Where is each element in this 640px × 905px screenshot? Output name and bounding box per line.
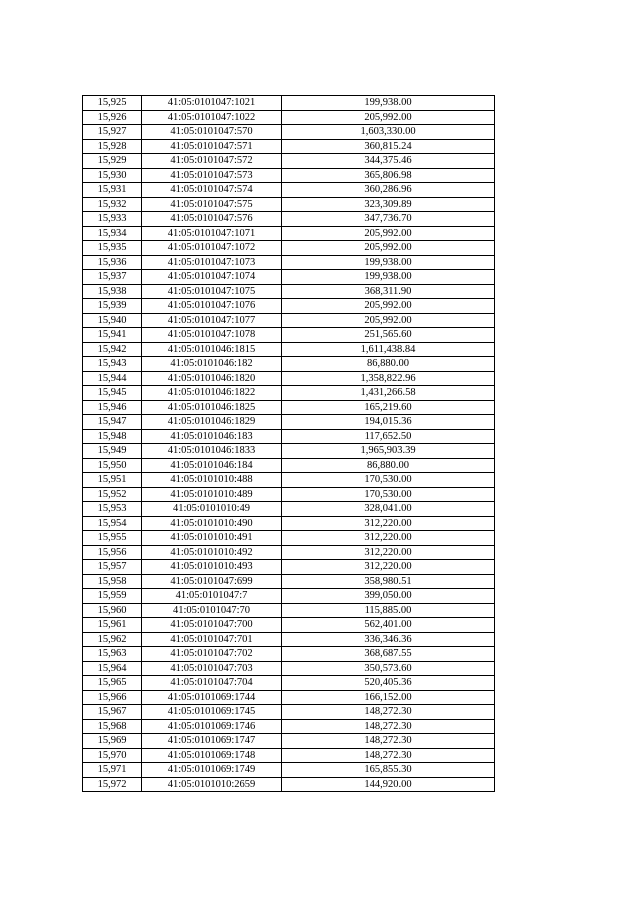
cadastral-number-cell: 41:05:0101047:570: [142, 125, 282, 140]
row-number-cell: 15,953: [83, 502, 142, 517]
table-row: [83, 313, 495, 328]
row-number-cell: 15,942: [83, 342, 142, 357]
cadastral-number-cell: 41:05:0101047:700: [142, 618, 282, 633]
row-number-cell: 15,961: [83, 618, 142, 633]
table-row: [83, 618, 495, 633]
cadastral-number-cell: 41:05:0101047:1073: [142, 255, 282, 270]
table-row: [83, 429, 495, 444]
value-cell: 368,311.90: [282, 284, 495, 299]
cadastral-number-cell: 41:05:0101047:574: [142, 183, 282, 198]
cadastral-number-cell: 41:05:0101010:2659: [142, 777, 282, 792]
row-number-cell: 15,940: [83, 313, 142, 328]
table-row: [83, 734, 495, 749]
row-number-cell: 15,966: [83, 690, 142, 705]
row-number-cell: 15,943: [83, 357, 142, 372]
value-cell: 312,220.00: [282, 531, 495, 546]
table-row: [83, 415, 495, 430]
table-row: [83, 110, 495, 125]
value-cell: 86,880.00: [282, 357, 495, 372]
cadastral-number-cell: 41:05:0101046:1820: [142, 371, 282, 386]
value-cell: 205,992.00: [282, 299, 495, 314]
value-cell: 312,220.00: [282, 516, 495, 531]
cadastral-number-cell: 41:05:0101047:1076: [142, 299, 282, 314]
value-cell: 86,880.00: [282, 458, 495, 473]
cadastral-number-cell: 41:05:0101069:1748: [142, 748, 282, 763]
row-number-cell: 15,949: [83, 444, 142, 459]
row-number-cell: 15,951: [83, 473, 142, 488]
value-cell: 1,358,822.96: [282, 371, 495, 386]
table-row: [83, 270, 495, 285]
cadastral-number-cell: 41:05:0101010:488: [142, 473, 282, 488]
cadastral-number-cell: 41:05:0101047:704: [142, 676, 282, 691]
cadastral-number-cell: 41:05:0101010:492: [142, 545, 282, 560]
row-number-cell: 15,932: [83, 197, 142, 212]
cadastral-number-cell: 41:05:0101047:699: [142, 574, 282, 589]
value-cell: 520,405.36: [282, 676, 495, 691]
table-row: [83, 139, 495, 154]
row-number-cell: 15,950: [83, 458, 142, 473]
table-row: [83, 154, 495, 169]
row-number-cell: 15,931: [83, 183, 142, 198]
row-number-cell: 15,957: [83, 560, 142, 575]
row-number-cell: 15,941: [83, 328, 142, 343]
value-cell: 117,652.50: [282, 429, 495, 444]
row-number-cell: 15,925: [83, 96, 142, 111]
value-cell: 1,603,330.00: [282, 125, 495, 140]
value-cell: 205,992.00: [282, 226, 495, 241]
cadastral-number-cell: 41:05:0101047:576: [142, 212, 282, 227]
cadastral-number-cell: 41:05:0101010:489: [142, 487, 282, 502]
table-row: [83, 502, 495, 517]
value-cell: 323,309.89: [282, 197, 495, 212]
row-number-cell: 15,947: [83, 415, 142, 430]
table-row: [83, 197, 495, 212]
table-row: [83, 400, 495, 415]
row-number-cell: 15,937: [83, 270, 142, 285]
cadastral-number-cell: 41:05:0101047:1075: [142, 284, 282, 299]
cadastral-number-cell: 41:05:0101010:49: [142, 502, 282, 517]
table-row: [83, 661, 495, 676]
row-number-cell: 15,960: [83, 603, 142, 618]
cadastral-number-cell: 41:05:0101047:1072: [142, 241, 282, 256]
table-row: [83, 241, 495, 256]
row-number-cell: 15,936: [83, 255, 142, 270]
table-row: [83, 705, 495, 720]
value-cell: 399,050.00: [282, 589, 495, 604]
row-number-cell: 15,955: [83, 531, 142, 546]
value-cell: 148,272.30: [282, 734, 495, 749]
value-cell: 360,815.24: [282, 139, 495, 154]
row-number-cell: 15,959: [83, 589, 142, 604]
value-cell: 165,855.30: [282, 763, 495, 778]
value-cell: 148,272.30: [282, 719, 495, 734]
row-number-cell: 15,933: [83, 212, 142, 227]
table-row: [83, 748, 495, 763]
cadastral-number-cell: 41:05:0101047:1078: [142, 328, 282, 343]
value-cell: 328,041.00: [282, 502, 495, 517]
row-number-cell: 15,938: [83, 284, 142, 299]
row-number-cell: 15,967: [83, 705, 142, 720]
table-row: [83, 342, 495, 357]
cadastral-number-cell: 41:05:0101069:1746: [142, 719, 282, 734]
table-row: [83, 386, 495, 401]
value-cell: 336,346.36: [282, 632, 495, 647]
value-cell: 170,530.00: [282, 487, 495, 502]
cadastral-number-cell: 41:05:0101047:7: [142, 589, 282, 604]
table-row: [83, 676, 495, 691]
cadastral-number-cell: 41:05:0101069:1745: [142, 705, 282, 720]
row-number-cell: 15,954: [83, 516, 142, 531]
row-number-cell: 15,928: [83, 139, 142, 154]
value-cell: 360,286.96: [282, 183, 495, 198]
row-number-cell: 15,934: [83, 226, 142, 241]
value-cell: 350,573.60: [282, 661, 495, 676]
table-row: [83, 328, 495, 343]
table-row: [83, 763, 495, 778]
row-number-cell: 15,969: [83, 734, 142, 749]
table-row: [83, 299, 495, 314]
value-cell: 344,375.46: [282, 154, 495, 169]
cadastral-number-cell: 41:05:0101069:1747: [142, 734, 282, 749]
value-cell: 199,938.00: [282, 96, 495, 111]
value-cell: 347,736.70: [282, 212, 495, 227]
cadastral-number-cell: 41:05:0101046:1815: [142, 342, 282, 357]
table-row: [83, 589, 495, 604]
value-cell: 199,938.00: [282, 255, 495, 270]
row-number-cell: 15,963: [83, 647, 142, 662]
value-cell: 194,015.36: [282, 415, 495, 430]
value-cell: 1,431,266.58: [282, 386, 495, 401]
table-row: [83, 226, 495, 241]
row-number-cell: 15,952: [83, 487, 142, 502]
table-row: [83, 603, 495, 618]
table-row: [83, 516, 495, 531]
table-row: [83, 284, 495, 299]
table-row: [83, 183, 495, 198]
cadastral-number-cell: 41:05:0101047:1071: [142, 226, 282, 241]
cadastral-number-cell: 41:05:0101069:1744: [142, 690, 282, 705]
cadastral-number-cell: 41:05:0101047:1074: [142, 270, 282, 285]
cadastral-number-cell: 41:05:0101010:493: [142, 560, 282, 575]
cadastral-number-cell: 41:05:0101047:70: [142, 603, 282, 618]
value-cell: 358,980.51: [282, 574, 495, 589]
cadastral-number-cell: 41:05:0101047:575: [142, 197, 282, 212]
table-row: [83, 632, 495, 647]
row-number-cell: 15,939: [83, 299, 142, 314]
table-row: [83, 560, 495, 575]
value-cell: 205,992.00: [282, 241, 495, 256]
cadastral-number-cell: 41:05:0101046:1833: [142, 444, 282, 459]
cadastral-number-cell: 41:05:0101047:1022: [142, 110, 282, 125]
value-cell: 166,152.00: [282, 690, 495, 705]
row-number-cell: 15,929: [83, 154, 142, 169]
cadastral-number-cell: 41:05:0101047:701: [142, 632, 282, 647]
cadastral-number-cell: 41:05:0101047:703: [142, 661, 282, 676]
value-cell: 205,992.00: [282, 110, 495, 125]
row-number-cell: 15,968: [83, 719, 142, 734]
value-cell: 205,992.00: [282, 313, 495, 328]
table-row: [83, 647, 495, 662]
row-number-cell: 15,927: [83, 125, 142, 140]
cadastral-number-cell: 41:05:0101047:572: [142, 154, 282, 169]
table-row: [83, 168, 495, 183]
value-cell: 1,965,903.39: [282, 444, 495, 459]
row-number-cell: 15,930: [83, 168, 142, 183]
cadastral-number-cell: 41:05:0101046:182: [142, 357, 282, 372]
table-row: [83, 719, 495, 734]
row-number-cell: 15,964: [83, 661, 142, 676]
table-row: [83, 125, 495, 140]
row-number-cell: 15,946: [83, 400, 142, 415]
table-row: [83, 545, 495, 560]
value-cell: 115,885.00: [282, 603, 495, 618]
value-cell: 170,530.00: [282, 473, 495, 488]
data-table: [82, 95, 495, 792]
row-number-cell: 15,935: [83, 241, 142, 256]
table-row: [83, 690, 495, 705]
value-cell: 368,687.55: [282, 647, 495, 662]
cadastral-number-cell: 41:05:0101046:183: [142, 429, 282, 444]
table-row: [83, 255, 495, 270]
row-number-cell: 15,972: [83, 777, 142, 792]
cadastral-number-cell: 41:05:0101046:1829: [142, 415, 282, 430]
row-number-cell: 15,971: [83, 763, 142, 778]
value-cell: 148,272.30: [282, 705, 495, 720]
cadastral-number-cell: 41:05:0101047:702: [142, 647, 282, 662]
value-cell: 251,565.60: [282, 328, 495, 343]
cadastral-number-cell: 41:05:0101010:490: [142, 516, 282, 531]
cadastral-number-cell: 41:05:0101046:184: [142, 458, 282, 473]
value-cell: 199,938.00: [282, 270, 495, 285]
table-row: [83, 473, 495, 488]
row-number-cell: 15,958: [83, 574, 142, 589]
cadastral-number-cell: 41:05:0101047:571: [142, 139, 282, 154]
value-cell: 165,219.60: [282, 400, 495, 415]
table-row: [83, 444, 495, 459]
row-number-cell: 15,956: [83, 545, 142, 560]
table-row: [83, 777, 495, 792]
row-number-cell: 15,945: [83, 386, 142, 401]
table-row: [83, 458, 495, 473]
row-number-cell: 15,965: [83, 676, 142, 691]
table-row: [83, 212, 495, 227]
cadastral-number-cell: 41:05:0101046:1825: [142, 400, 282, 415]
row-number-cell: 15,926: [83, 110, 142, 125]
cadastral-number-cell: 41:05:0101069:1749: [142, 763, 282, 778]
cadastral-number-cell: 41:05:0101046:1822: [142, 386, 282, 401]
table-row: [83, 574, 495, 589]
value-cell: 312,220.00: [282, 560, 495, 575]
row-number-cell: 15,944: [83, 371, 142, 386]
cadastral-number-cell: 41:05:0101010:491: [142, 531, 282, 546]
value-cell: 312,220.00: [282, 545, 495, 560]
value-cell: 144,920.00: [282, 777, 495, 792]
row-number-cell: 15,948: [83, 429, 142, 444]
table-row: [83, 96, 495, 111]
value-cell: 1,611,438.84: [282, 342, 495, 357]
cadastral-number-cell: 41:05:0101047:573: [142, 168, 282, 183]
value-cell: 365,806.98: [282, 168, 495, 183]
row-number-cell: 15,962: [83, 632, 142, 647]
value-cell: 148,272.30: [282, 748, 495, 763]
table-row: [83, 371, 495, 386]
table-row: [83, 487, 495, 502]
table-row: [83, 531, 495, 546]
value-cell: 562,401.00: [282, 618, 495, 633]
row-number-cell: 15,970: [83, 748, 142, 763]
table-row: [83, 357, 495, 372]
table-body: [83, 96, 495, 792]
cadastral-number-cell: 41:05:0101047:1077: [142, 313, 282, 328]
cadastral-number-cell: 41:05:0101047:1021: [142, 96, 282, 111]
